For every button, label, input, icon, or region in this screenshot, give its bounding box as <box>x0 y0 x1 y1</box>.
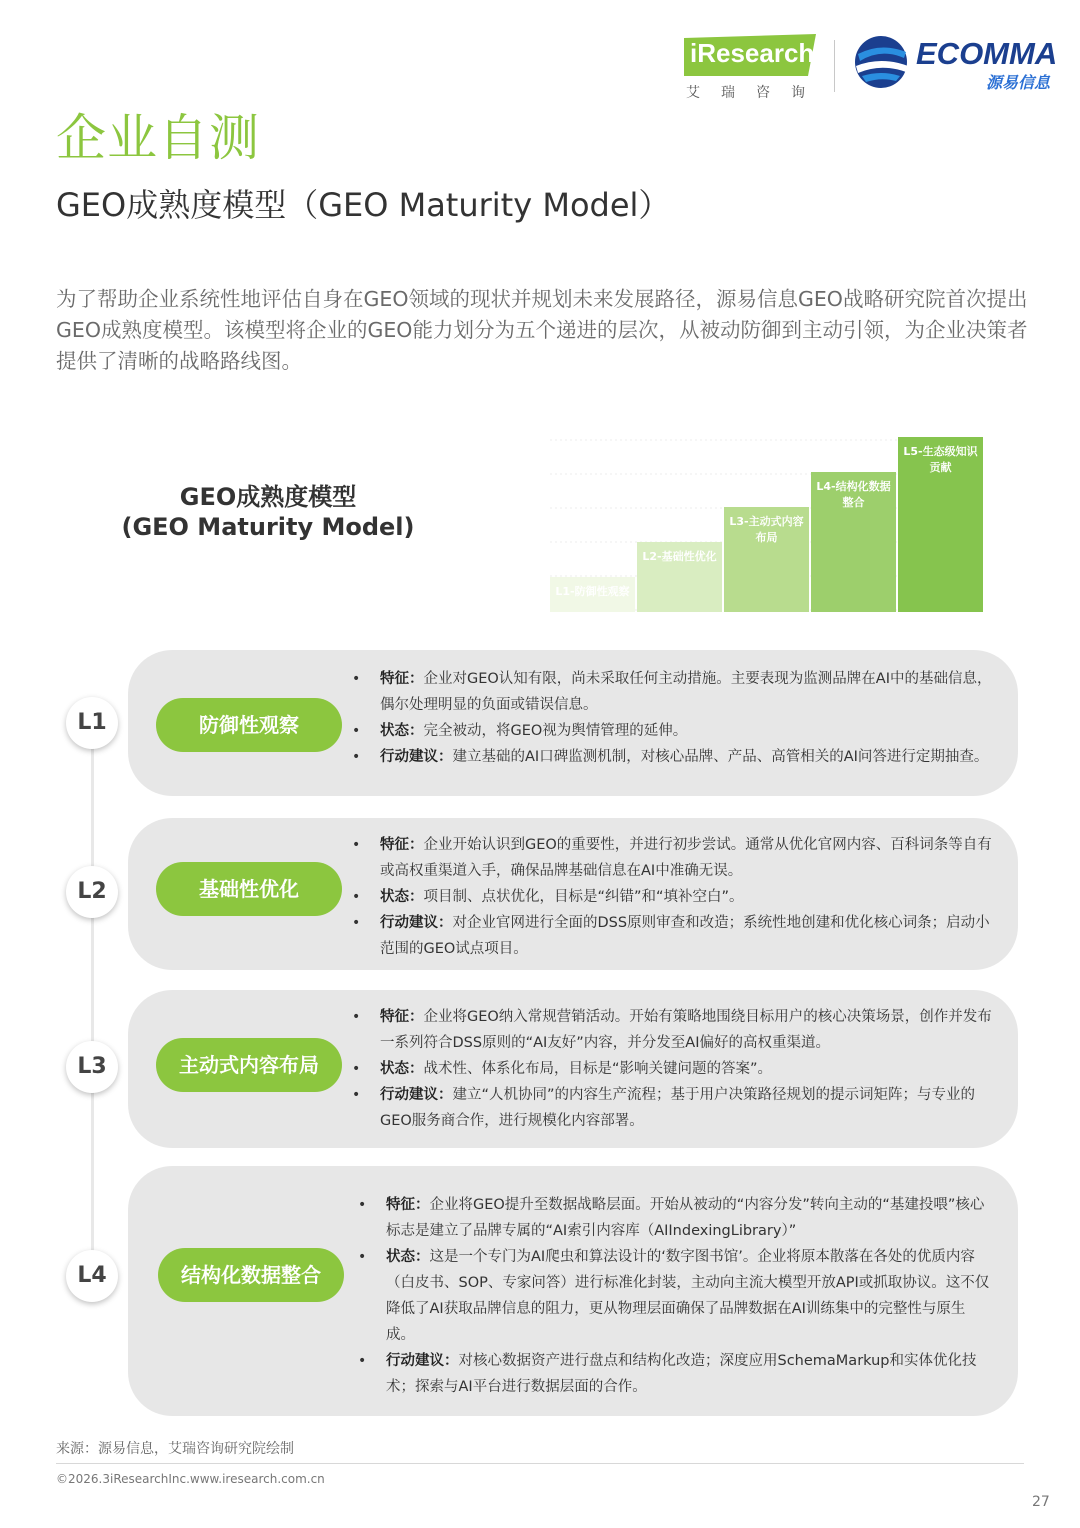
level-bullet-item <box>350 744 994 770</box>
ecomma-logo-cn: 源易信息 <box>986 73 1051 92</box>
bullet-text: 建立基础的AI口碑监测机制，对核心品牌、产品、高管相关的AI问答进行定期抽查。 <box>452 749 989 765</box>
level-bullet-list <box>350 832 994 962</box>
model-title <box>110 482 426 542</box>
level-card-l1 <box>128 650 1018 796</box>
bullet-label: 状态： <box>380 723 424 739</box>
stair-label-l4: L4-结构化数据整合 <box>816 480 891 509</box>
level-bullet-item <box>350 718 994 744</box>
bullet-text: 建立“人机协同”的内容生产流程；基于用户决策路径规划的提示词矩阵；与专业的GEO服务商合作，进行规模化内容部署。 <box>380 1087 976 1129</box>
level-badge-l3: L3 <box>66 1041 118 1093</box>
level-bullet-item <box>356 1348 994 1400</box>
stair-label-l2: L2-基础性优化 <box>642 550 717 563</box>
level-badge-l4: L4 <box>66 1250 118 1302</box>
level-badge-l2: L2 <box>66 866 118 918</box>
page-title: 企业自测 <box>56 109 260 167</box>
bullet-label: 行动建议： <box>386 1353 459 1369</box>
page-subtitle: GEO成熟度模型（GEO Maturity Model） <box>56 186 671 224</box>
level-bullet-item <box>350 1056 994 1082</box>
level-bullet-list <box>356 1192 994 1400</box>
level-badge-l1: L1 <box>66 697 118 749</box>
level-name-pill: 结构化数据整合 <box>158 1248 344 1302</box>
model-title-en: (GEO Maturity Model) <box>121 513 415 541</box>
bullet-label: 行动建议： <box>380 1087 453 1103</box>
copyright: ©2026.3iResearchInc.www.iresearch.com.cn <box>56 1472 325 1486</box>
stair-label-l3: L3-主动式内容布局 <box>729 515 804 544</box>
bullet-label: 状态： <box>380 889 424 905</box>
level-bullet-item <box>356 1244 994 1348</box>
stair-label-l1: L1-防御性观察 <box>555 585 630 598</box>
bullet-text: 企业开始认识到GEO的重要性，并进行初步尝试。通常从优化官网内容、百科词条等自有或高权重渠道入手，确保品牌基础信息在AI中准确无误。 <box>380 837 992 879</box>
bullet-label: 状态： <box>380 1061 424 1077</box>
bullet-label: 特征： <box>380 1009 424 1025</box>
level-bullet-item <box>350 1082 994 1134</box>
footer-divider <box>56 1463 1024 1464</box>
iresearch-logo-cn: 艾瑞咨询 <box>686 85 826 101</box>
bullet-label: 行动建议： <box>380 915 453 931</box>
iresearch-logo <box>684 34 826 101</box>
level-bullet-list <box>350 1004 994 1134</box>
level-bullet-item <box>350 910 994 962</box>
page-number: 27 <box>1032 1494 1050 1510</box>
level-bullet-item <box>356 1192 994 1244</box>
iresearch-logo-text: iResearch <box>690 38 815 68</box>
ecomma-globe-icon <box>852 34 910 90</box>
source-note: 来源：源易信息，艾瑞咨询研究院绘制 <box>56 1441 294 1457</box>
bullet-text: 项目制、点状优化，目标是“纠错”和“填补空白”。 <box>423 889 744 905</box>
level-bullet-item <box>350 666 994 718</box>
level-card-l4 <box>128 1166 1018 1416</box>
bullet-text: 企业对GEO认知有限，尚未采取任何主动措施。主要表现为监测品牌在AI中的基础信息，偶尔处理明显的负面或错误信息。 <box>380 671 992 713</box>
level-bullet-item <box>350 1004 994 1056</box>
stair-label-l5: L5-生态级知识贡献 <box>903 445 978 474</box>
logo-divider <box>834 40 835 92</box>
model-title-cn: GEO成熟度模型 <box>179 483 357 511</box>
level-bullet-list <box>350 666 994 770</box>
bullet-text: 完全被动，将GEO视为舆情管理的延伸。 <box>423 723 688 739</box>
ecomma-logo-text: ECOMMA <box>916 36 1058 71</box>
level-card-l2 <box>128 818 1018 970</box>
bullet-text: 企业将GEO提升至数据战略层面。开始从被动的“内容分发”转向主动的“基建投喂”核心标志是建立了品牌专属的“AI索引内容库（AIIndexingLibrary）” <box>386 1197 985 1239</box>
bullet-text: 对核心数据资产进行盘点和结构化改造；深度应用SchemaMarkup和实体优化技术；探索与AI平台进行数据层面的合作。 <box>386 1353 977 1395</box>
level-bullet-item <box>350 884 994 910</box>
bullet-text: 企业将GEO纳入常规营销活动。开始有策略地围绕目标用户的核心决策场景，创作并发布一系列符合DSS原则的“AI友好”内容，并分发至AI偏好的高权重渠道。 <box>380 1009 992 1051</box>
level-bullet-item <box>350 832 994 884</box>
bullet-text: 战术性、体系化布局，目标是“影响关键问题的答案”。 <box>423 1061 773 1077</box>
bullet-label: 特征： <box>386 1197 430 1213</box>
stair-step-l4 <box>811 472 896 612</box>
bullet-label: 特征： <box>380 671 424 687</box>
level-name-pill: 基础性优化 <box>156 862 342 916</box>
bullet-label: 行动建议： <box>380 749 453 765</box>
bullet-text: 对企业官网进行全面的DSS原则审查和改造；系统性地创建和优化核心词条；启动小范围的GEO试点项目。 <box>380 915 990 957</box>
maturity-staircase <box>550 436 990 616</box>
ecomma-logo <box>852 34 1057 94</box>
timeline-line <box>91 730 94 1290</box>
bullet-text: 这是一个专门为AI爬虫和算法设计的‘数字图书馆’。企业将原本散落在各处的优质内容（白皮书、SOP、专家问答）进行标准化封装，主动向主流大模型开放API或抓取协议。这不仅降低了AI获取品牌信息的阻力，更从物理层面确保了品牌数据在AI训练集中的完整性与原生成。 <box>386 1249 990 1343</box>
bullet-label: 状态： <box>386 1249 430 1265</box>
level-name-pill: 主动式内容布局 <box>156 1038 342 1092</box>
level-name-pill: 防御性观察 <box>156 698 342 752</box>
level-card-l3 <box>128 990 1018 1148</box>
intro-paragraph: 为了帮助企业系统性地评估自身在GEO领域的现状并规划未来发展路径，源易信息GEO战略研究院首次提出GEO成熟度模型。该模型将企业的GEO能力划分为五个递进的层次，从被动防御到主动引领，为企业决策者提供了清晰的战略路线图。 <box>56 287 1028 373</box>
bullet-label: 特征： <box>380 837 424 853</box>
